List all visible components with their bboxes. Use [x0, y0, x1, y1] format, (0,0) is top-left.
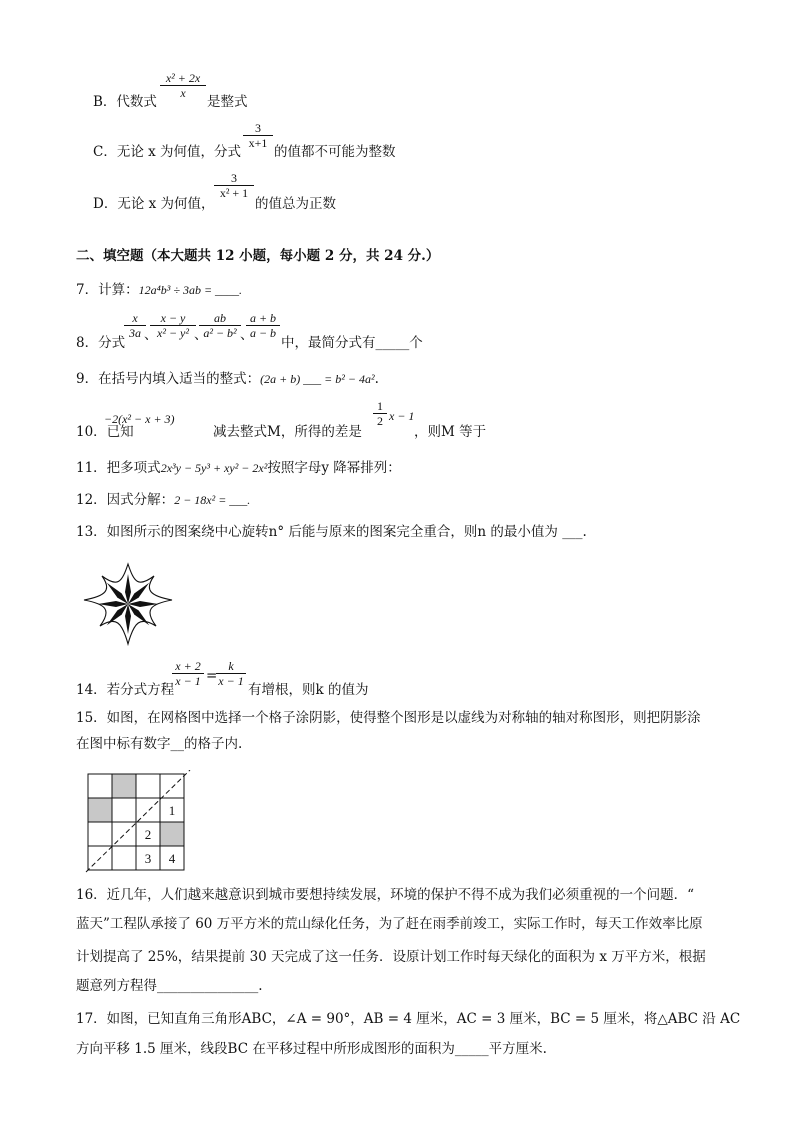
q14-prefix: 14．若分式方程 — [76, 682, 175, 698]
question-9 — [76, 370, 379, 388]
q8-sep-1: 、 — [144, 327, 158, 343]
grid-label-1: 1 — [168, 803, 176, 818]
question-12 — [76, 491, 250, 509]
option-b-prefix: B．代数式 — [93, 94, 157, 110]
q8-fraction-1 — [124, 311, 146, 340]
option-c-num: 3 — [243, 121, 273, 136]
q8-f1-num: x — [124, 311, 146, 326]
flower-figure — [76, 561, 180, 647]
grid-shaded-cell — [112, 774, 136, 798]
q9-end: . — [374, 371, 379, 387]
q16-line-2: 蓝天”工程队承接了 60 万平方米的荒山绿化任务，为了赶在雨季前竣工，实际工作时，每天工作效率比原 — [76, 916, 703, 932]
option-b-den: x — [180, 86, 186, 100]
q8-f2-den: x² − y² — [157, 326, 189, 340]
q14-fraction-right — [216, 659, 246, 688]
q8-f3-num: ab — [199, 311, 241, 326]
question-11 — [76, 459, 401, 477]
q14-l-num: x + 2 — [172, 659, 204, 674]
grid-shaded-cell — [160, 822, 184, 846]
q15-line-2: 在图中标有数字__的格子内. — [76, 736, 243, 752]
option-b-suffix: 是整式 — [207, 94, 248, 110]
q12-expr: 2 − 18x² = ___. — [174, 493, 251, 507]
option-d-den: x² + 1 — [219, 186, 249, 200]
q7-prefix: 7．计算： — [76, 282, 139, 298]
q8-suffix: 中，最简分式有_____个 — [281, 335, 423, 351]
q14-fraction-left — [172, 659, 204, 688]
q9-expr: (2a + b) ___ = b² − 4a² — [260, 372, 375, 386]
section-heading: 二、填空题（本大题共 12 小题，每小题 2 分，共 24 分.） — [76, 248, 440, 264]
q17-line-2: 方向平移 1.5 厘米，线段BC 在平移过程中所形成图形的面积为_____平方厘米. — [76, 1041, 547, 1057]
q10-fraction — [373, 399, 387, 428]
q8-f4-num: a + b — [246, 311, 280, 326]
q16-line-3: 计划提高了 25%，结果提前 30 天完成了这一任务．设原计划工作时每天绿化的面积为 x 万平方米，根据 — [76, 949, 706, 965]
q14-suffix: 有增根，则k 的值为 — [248, 682, 369, 698]
q10-prefix: 10．已知 — [76, 424, 134, 440]
q8-f4-den: a − b — [249, 326, 277, 340]
q16-line-1: 16．近几年，人们越来越意识到城市要想持续发展，环境的保护不得不成为我们必须重视的一个问题．“ — [76, 887, 695, 903]
q10-f-den: 2 — [377, 414, 383, 428]
symmetry-grid-figure — [84, 770, 196, 874]
q17-line-1: 17．如图，已知直角三角形ABC，∠A = 90°，AB = 4 厘米，AC = 3 厘米，BC = 5 厘米，将△ABC 沿 AC — [76, 1011, 741, 1027]
option-b-fraction — [160, 71, 206, 100]
grid-label-2: 2 — [144, 827, 152, 842]
q10-suffix: ，则M 等于 — [414, 424, 487, 440]
q14-l-den: x − 1 — [175, 674, 201, 688]
option-b-num: x² + 2x — [160, 71, 206, 86]
q15-line-1: 15．如图，在网格图中选择一个格子涂阴影，使得整个图形是以虚线为对称轴的轴对称图形，则把阴影涂 — [76, 710, 701, 726]
q14-r-den: x − 1 — [218, 674, 244, 688]
q10-f-num: 1 — [373, 399, 387, 414]
q10-expr: −2(x² − x + 3) — [104, 412, 175, 426]
grid-shaded-cell — [88, 798, 112, 822]
flower-inner-petals — [98, 574, 158, 634]
q8-sep-3: 、 — [240, 327, 254, 343]
option-c-den: x+1 — [248, 136, 268, 150]
q11-expr: 2x³y − 5y³ + xy² − 2x² — [160, 461, 268, 475]
grid-label-4: 4 — [168, 851, 176, 866]
q12-prefix: 12．因式分解： — [76, 492, 175, 508]
option-c-suffix: 的值都不可能为整数 — [274, 144, 396, 160]
q11-prefix: 11．把多项式 — [76, 460, 161, 476]
q11-suffix: 按照字母y 降幂排列： — [267, 460, 401, 476]
option-d-num: 3 — [214, 171, 254, 186]
option-c-prefix: C．无论 x 为何值，分式 — [93, 144, 242, 160]
option-d-prefix: D．无论 x 为何值， — [93, 196, 215, 212]
q14-r-num: k — [216, 659, 246, 674]
option-d-fraction — [214, 171, 254, 200]
q10-mid: 减去整式M，所得的差是 — [213, 424, 362, 440]
q7-expr: 12a⁴b³ ÷ 3ab = ____. — [138, 283, 243, 297]
q10-f-tail: x − 1 — [389, 409, 415, 423]
grid-label-3: 3 — [144, 851, 152, 866]
q8-fraction-2 — [150, 311, 196, 340]
option-b — [93, 93, 157, 111]
question-13: 13．如图所示的图案绕中心旋转n° 后能与原来的图案完全重合，则n 的最小值为 ___. — [76, 524, 587, 540]
q9-prefix: 9．在括号内填入适当的整式： — [76, 371, 261, 387]
q8-f1-den: 3a — [129, 326, 141, 340]
q8-f2-num: x − y — [150, 311, 196, 326]
option-c-fraction — [243, 121, 273, 150]
q8-prefix: 8．分式 — [76, 335, 126, 351]
q8-fraction-3 — [199, 311, 241, 340]
q8-f3-den: a² − b² — [203, 326, 237, 340]
q16-line-4: 题意列方程得_______________. — [76, 978, 263, 994]
option-d-suffix: 的值总为正数 — [255, 196, 336, 212]
q8-fraction-4 — [246, 311, 280, 340]
question-7 — [76, 281, 242, 299]
q8-sep-2: 、 — [194, 327, 208, 343]
q14-eq: = — [206, 668, 218, 684]
